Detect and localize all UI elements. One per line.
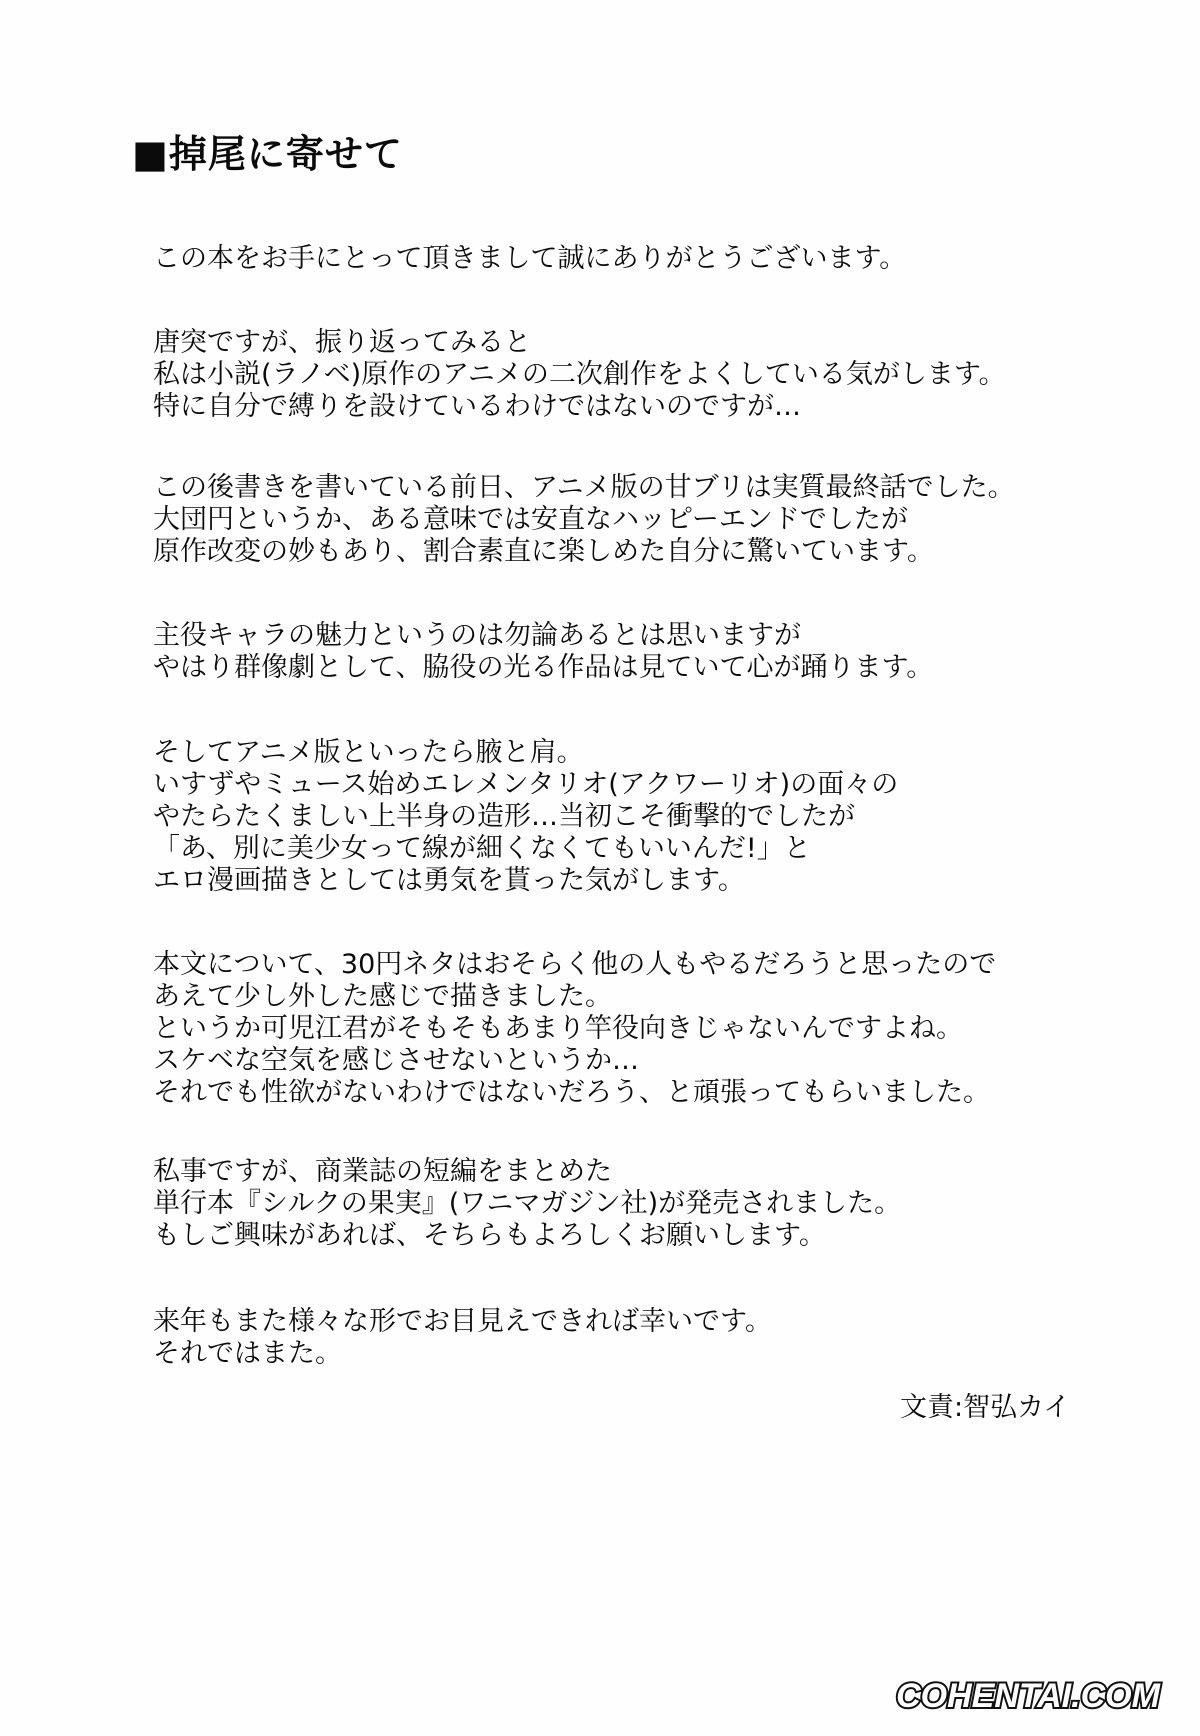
text-line: やたらたくましい上半身の造形…当初こそ衝撃的でしたが: [153, 801, 855, 832]
site-watermark-logo: [878, 1670, 1178, 1720]
author-signature: 文責:智弘カイ: [900, 1392, 1071, 1423]
text-line: この本をお手にとって頂きまして誠にありがとうございます。: [153, 243, 907, 274]
text-line: そしてアニメ版といったら腋と肩。: [153, 737, 584, 768]
text-line: それでも性欲がないわけではないだろう、と頑張ってもらいました。: [153, 1077, 990, 1108]
paragraph-thanks: [153, 243, 906, 275]
text-line: 大団円というか、ある意味では安直なハッピーエンドでしたが: [153, 504, 908, 535]
text-line: 単行本『シルクの果実』(ワニマガジン社)が発売されました。: [153, 1188, 902, 1219]
paragraph-closing: [153, 1306, 772, 1370]
text-line: 主役キャラの魅力というのは勿論あるとは思いますが: [153, 620, 801, 651]
paragraph-main-story: [153, 949, 996, 1109]
text-line: というか可児江君がそもそもあまり竿役向きじゃないんですよね。: [153, 1013, 963, 1044]
text-line: 本文について、30円ネタはおそらく他の人もやるだろうと思ったので: [153, 949, 997, 980]
page-heading: ■掉尾に寄せて: [132, 132, 403, 176]
text-line: 特に自分で縛りを設けているわけではないのですが…: [153, 391, 801, 422]
text-line: 私は小説(ラノベ)原作のアニメの二次創作をよくしている気がします。: [153, 359, 1006, 390]
text-line: 私事ですが、商業誌の短編をまとめた: [153, 1156, 612, 1187]
paragraph-ensemble-cast: [153, 620, 933, 684]
paragraph-character-design: [153, 737, 898, 897]
text-line: 原作改変の妙もあり、割合素直に楽しめた自分に驚いています。: [153, 536, 934, 567]
text-line: それではまた。: [153, 1338, 342, 1369]
paragraph-final-episode: [153, 472, 1015, 568]
text-line: 来年もまた様々な形でお目見えできれば幸いです。: [153, 1306, 772, 1337]
text-line: エロ漫画描きとしては勇気を貰った気がします。: [153, 865, 745, 896]
paragraph-novel-adaptations: [153, 327, 1006, 423]
text-line: もしご興味があれば、そちらもよろしくお願いします。: [153, 1220, 826, 1251]
text-line: いすずやミュース始めエレメンタリオ(アクワーリオ)の面々の: [153, 769, 899, 800]
text-line: この後書きを書いている前日、アニメ版の甘ブリは実質最終話でした。: [153, 472, 1015, 503]
watermark-text: COHENTAI.COM: [896, 1677, 1160, 1715]
text-line: スケベな空気を感じさせないというか…: [153, 1045, 639, 1076]
text-line: 「あ、別に美少女って線が細くなくてもいいんだ!」と: [153, 833, 811, 864]
text-line: やはり群像劇として、脇役の光る作品は見ていて心が踊ります。: [153, 652, 934, 683]
paragraph-book-announcement: [153, 1156, 901, 1252]
text-line: あえて少し外した感じで描きました。: [153, 981, 612, 1012]
text-line: 唐突ですが、振り返ってみると: [153, 327, 531, 358]
